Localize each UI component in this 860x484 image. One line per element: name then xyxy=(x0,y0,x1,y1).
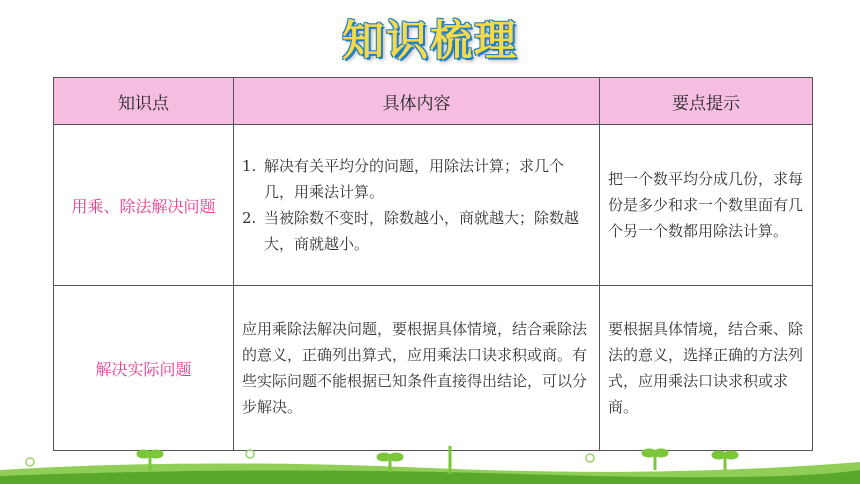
header-knowledge-point: 知识点 xyxy=(54,78,234,125)
item-text: 当被除数不变时，除数越小，商就越大；除数越大，商就越小。 xyxy=(264,209,580,253)
header-key-tips: 要点提示 xyxy=(600,78,813,125)
item-number: 1. xyxy=(242,157,257,175)
content-cell: 应用乘除法解决问题，要根据具体情境，结合乘除法的意义，正确列出算式，应用乘法口诀求积或商。有些实际问题不能根据已知条件直接得出结论，可以分步解决。 xyxy=(234,286,600,451)
page-title: 知识梳理 xyxy=(341,16,518,65)
header-content: 具体内容 xyxy=(234,78,600,125)
grass-decoration xyxy=(0,440,860,484)
tip-cell: 要根据具体情境，结合乘、除法的意义，选择正确的方法列式，应用乘法口诀求积或求商。 xyxy=(600,286,813,451)
topic-cell: 用乘、除法解决问题 xyxy=(54,125,234,286)
topic-cell: 解决实际问题 xyxy=(54,286,234,451)
content-item xyxy=(242,153,591,205)
content-cell xyxy=(234,125,600,286)
knowledge-table xyxy=(53,77,813,451)
table-row xyxy=(54,125,813,286)
item-text: 解决有关平均分的问题，用除法计算；求几个几，用乘法计算。 xyxy=(264,157,565,201)
content-item xyxy=(242,205,591,257)
item-number: 2. xyxy=(242,209,257,227)
table-row xyxy=(54,286,813,451)
table-header-row xyxy=(54,78,813,125)
tip-cell: 把一个数平均分成几份，求每份是多少和求一个数里面有几个另一个数都用除法计算。 xyxy=(600,125,813,286)
